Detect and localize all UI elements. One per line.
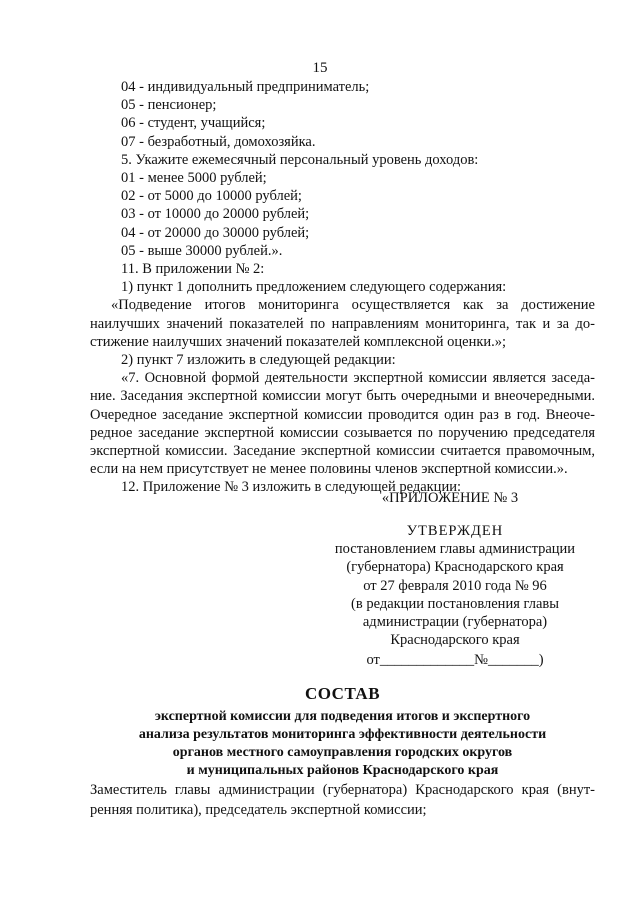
list-item: 01 - менее 5000 рублей; (121, 170, 267, 187)
approval-block (310, 522, 600, 670)
quote-line: экспертной комиссии. Заседание экспертной комиссии считается правомочным, (90, 443, 595, 460)
subtitle-line: органов местного самоуправления городских округов (172, 745, 513, 760)
subtitle-line: и муниципальных районов Краснодарского края (186, 763, 499, 778)
paragraph-line: 1) пункт 1 дополнить предложением следующего содержания: (121, 279, 507, 296)
approval-line: Краснодарского края (390, 632, 520, 649)
approval-line: от 27 февраля 2010 года № 96 (363, 577, 547, 594)
list-item: 05 - пенсионер; (121, 97, 217, 114)
list-item: 02 - от 5000 до 10000 рублей; (121, 188, 302, 205)
list-item: 07 - безработный, домохозяйка. (121, 133, 316, 150)
document-title: СОСТАВ (304, 684, 381, 703)
approval-line: (губернатора) Краснодарского края (346, 559, 564, 576)
quote-line: Очередное заседание экспертной комиссии проводится один раз в год. Внеоче- (90, 406, 595, 423)
approval-line: постановлением главы администрации (334, 541, 576, 558)
quote-line: ние. Заседания экспертной комиссии могут быть очередными и внеочередными. (90, 388, 595, 405)
page-number: 15 (312, 60, 328, 76)
list-item: 04 - от 20000 до 30000 рублей; (121, 224, 310, 241)
quote-line: наилучших значений показателей по направлениям мониторинга, так и за до- (90, 315, 595, 332)
document-subtitle (90, 708, 595, 780)
main-text (90, 78, 595, 497)
quote-line: «Подведение итогов мониторинга осуществляется как за достижение (111, 297, 595, 314)
member-line: Заместитель главы администрации (губернатора) Краснодарского края (внут- (90, 782, 595, 798)
appendix-heading: «ПРИЛОЖЕНИЕ № 3 (381, 490, 519, 506)
quote-line: «7. Основной формой деятельности экспертной комиссии является заседа- (121, 370, 595, 387)
approval-date-line: от_____________№_______) (366, 652, 544, 669)
section-heading: 11. В приложении № 2: (121, 261, 265, 278)
question-line: 5. Укажите ежемесячный персональный уровень доходов: (121, 151, 479, 168)
approved-title: УТВЕРЖДЕН (406, 523, 504, 539)
paragraph-line: 2) пункт 7 изложить в следующей редакции: (121, 352, 396, 369)
quote-line: стижение наилучших значений показателей комплексной оценки.»; (90, 333, 507, 350)
quote-line: если на нем присутствует не менее половины членов экспертной комиссии.». (90, 461, 568, 478)
list-item: 06 - студент, учащийся; (121, 115, 266, 132)
paragraph-line: 12. Приложение № 3 изложить в следующей редакции: (121, 479, 461, 496)
quote-line: редное заседание экспертной комиссии созывается по поручению председателя (90, 424, 595, 441)
member-line: ренняя политика), председатель экспертной комиссии; (90, 802, 427, 818)
subtitle-line: анализа результатов мониторинга эффективности деятельности (138, 727, 547, 742)
member-entry (90, 780, 595, 820)
subtitle-line: экспертной комиссии для подведения итогов и экспертного (154, 709, 531, 724)
approval-line: (в редакции постановления главы (351, 595, 559, 612)
list-item: 03 - от 10000 до 20000 рублей; (121, 206, 310, 223)
approval-line: администрации (губернатора) (362, 614, 548, 631)
list-item: 04 - индивидуальный предприниматель; (121, 79, 370, 95)
list-item: 05 - выше 30000 рублей.». (121, 242, 283, 259)
